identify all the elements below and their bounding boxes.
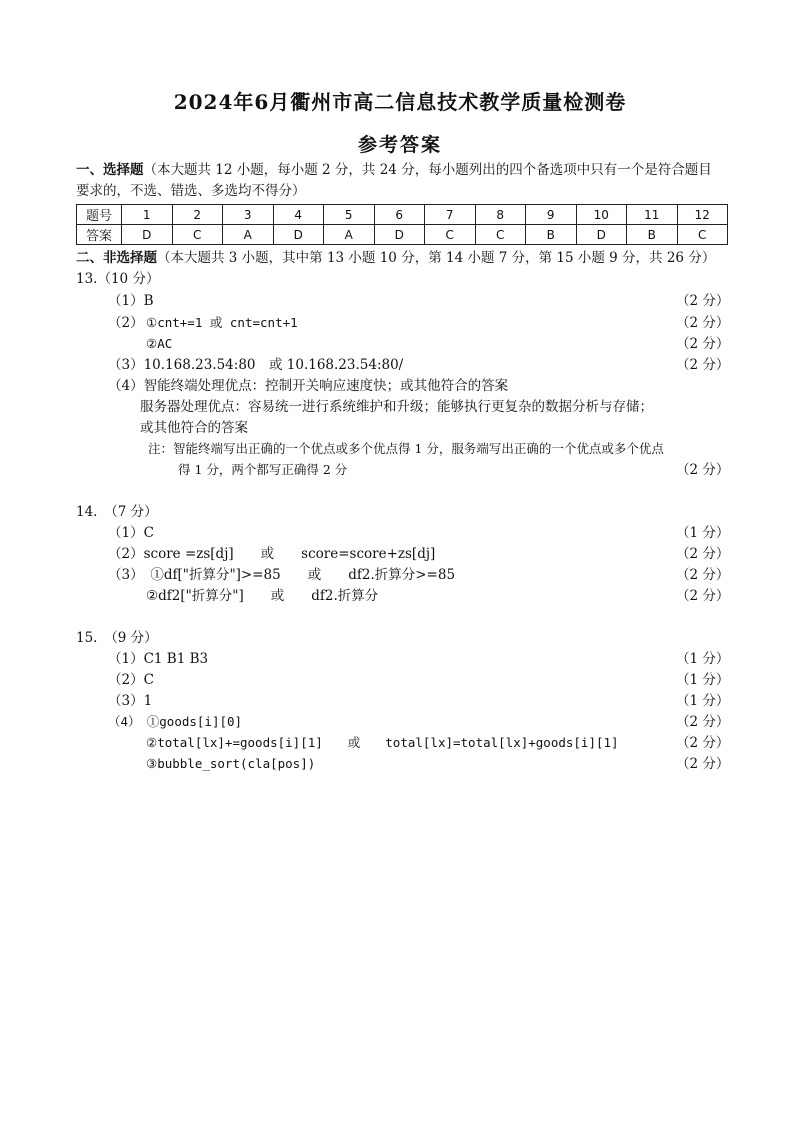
answer-cell: B — [526, 225, 577, 245]
question-number-cell: 8 — [475, 205, 526, 225]
q14-answer-2: （2）score =zs[dj] 或 score=score+zs[dj] — [108, 546, 436, 562]
q13-answer-2-2-score: （2 分） — [676, 336, 730, 352]
question-number-cell: 3 — [223, 205, 274, 225]
q15-answer-3: （3）1 — [108, 693, 153, 709]
q15-answer-4-3-score: （2 分） — [676, 756, 730, 772]
answer-table-answer-row — [77, 225, 728, 245]
section1-heading: 一、选择题 — [76, 162, 144, 178]
answer-table — [76, 204, 728, 245]
question-number-cell: 12 — [677, 205, 728, 225]
q14-answer-1: （1）C — [108, 525, 154, 541]
q13-answer-2-2: ②AC — [146, 336, 173, 351]
page-subtitle: 参考答案 — [357, 134, 442, 156]
q13-answer-4-line2: 服务器处理优点：容易统一进行系统维护和升级；能够执行更复杂的数据分析与存储； — [140, 399, 653, 415]
question-number-cell: 4 — [273, 205, 324, 225]
q13-answer-4-line1: （4）智能终端处理优点：控制开关响应速度快；或其他符合的答案 — [108, 378, 509, 394]
q15-answer-4-2: ②total[lx]+=goods[i][1] 或 total[lx]=total[lx]+goods[i][1] — [146, 735, 619, 750]
answer-cell: D — [576, 225, 627, 245]
q15-answer-4-1: （4） ①goods[i][0] — [108, 714, 243, 729]
q13-answer-3: （3）10.168.23.54:80 或 10.168.23.54:80/ — [108, 357, 404, 373]
section2-header — [76, 248, 728, 269]
q13-heading: 13.（10 分） — [76, 271, 160, 287]
q13-answer-1: （1）B — [108, 293, 154, 309]
q15-heading: 15. （9 分） — [76, 630, 158, 646]
question-number-cell: 9 — [526, 205, 577, 225]
q13-answer-2-1: ①cnt+=1 或 cnt=cnt+1 — [146, 315, 298, 330]
answer-cell: C — [475, 225, 526, 245]
q15-answer-2-score: （1 分） — [676, 672, 730, 688]
q13-note-line2: 得 1 分，两个都写正确得 2 分 — [178, 462, 348, 477]
q15-answer-4-1-score: （2 分） — [676, 714, 730, 730]
q14-answer-3-2-score: （2 分） — [676, 588, 730, 604]
question-number-cell: 10 — [576, 205, 627, 225]
table-row-label-answer: 答案 — [77, 225, 122, 245]
q13-answer-3-score: （2 分） — [676, 357, 730, 373]
section1-header — [76, 160, 728, 202]
q13-note-line1: 注：智能终端写出正确的一个优点或多个优点得 1 分，服务端写出正确的一个优点或多个优点 — [148, 441, 664, 456]
question-number-cell: 2 — [172, 205, 223, 225]
answer-cell: C — [172, 225, 223, 245]
question-number-cell: 11 — [627, 205, 678, 225]
question-number-cell: 6 — [374, 205, 425, 225]
answer-cell: D — [122, 225, 173, 245]
answer-cell: A — [324, 225, 375, 245]
page-title: 2024年6月衢州市高二信息技术教学质量检测卷 — [173, 90, 627, 114]
question-number-cell: 5 — [324, 205, 375, 225]
answer-cell: D — [273, 225, 324, 245]
answer-cell: D — [374, 225, 425, 245]
q14-answer-3-1-score: （2 分） — [676, 567, 730, 583]
section1-desc-line2: 要求的，不选、错选、多选均不得分） — [76, 183, 306, 199]
q14-answer-2-score: （2 分） — [676, 546, 730, 562]
q15-answer-4-2-score: （2 分） — [676, 735, 730, 751]
section2-desc: （本大题共 3 小题，其中第 13 小题 10 分，第 14 小题 7 分，第 15 小题 9 分，共 26 分） — [157, 250, 716, 266]
answer-cell: A — [223, 225, 274, 245]
q14-heading: 14. （7 分） — [76, 504, 158, 520]
q15-answer-1-score: （1 分） — [676, 651, 730, 667]
q13-answer-2-1-score: （2 分） — [676, 315, 730, 331]
section1-desc-line1: （本大题共 12 小题，每小题 2 分，共 24 分，每小题列出的四个备选项中只有一个是符合题目 — [143, 162, 712, 178]
answer-table-number-row — [77, 205, 728, 225]
answer-cell: B — [627, 225, 678, 245]
answer-cell: C — [677, 225, 728, 245]
q14-answer-3-1: （3） ①df["折算分"]>=85 或 df2.折算分>=85 — [108, 567, 456, 583]
q14-answer-1-score: （1 分） — [676, 525, 730, 541]
section2-heading: 二、非选择题 — [76, 250, 157, 266]
table-row-label-number: 题号 — [77, 205, 122, 225]
question-number-cell: 1 — [122, 205, 173, 225]
answer-cell: C — [425, 225, 476, 245]
q15-answer-3-score: （1 分） — [676, 693, 730, 709]
q13-answer-4-line3: 或其他符合的答案 — [140, 420, 248, 436]
q15-answer-4-3: ③bubble_sort(cla[pos]) — [146, 756, 316, 771]
q13-note-score: （2 分） — [676, 462, 730, 478]
q15-answer-1: （1）C1 B1 B3 — [108, 651, 209, 667]
q14-answer-3-2: ②df2["折算分"] 或 df2.折算分 — [146, 588, 379, 604]
q13-answer-2-prefix: （2） — [108, 315, 144, 331]
question-number-cell: 7 — [425, 205, 476, 225]
q13-answer-1-score: （2 分） — [676, 293, 730, 309]
q15-answer-2: （2）C — [108, 672, 154, 688]
